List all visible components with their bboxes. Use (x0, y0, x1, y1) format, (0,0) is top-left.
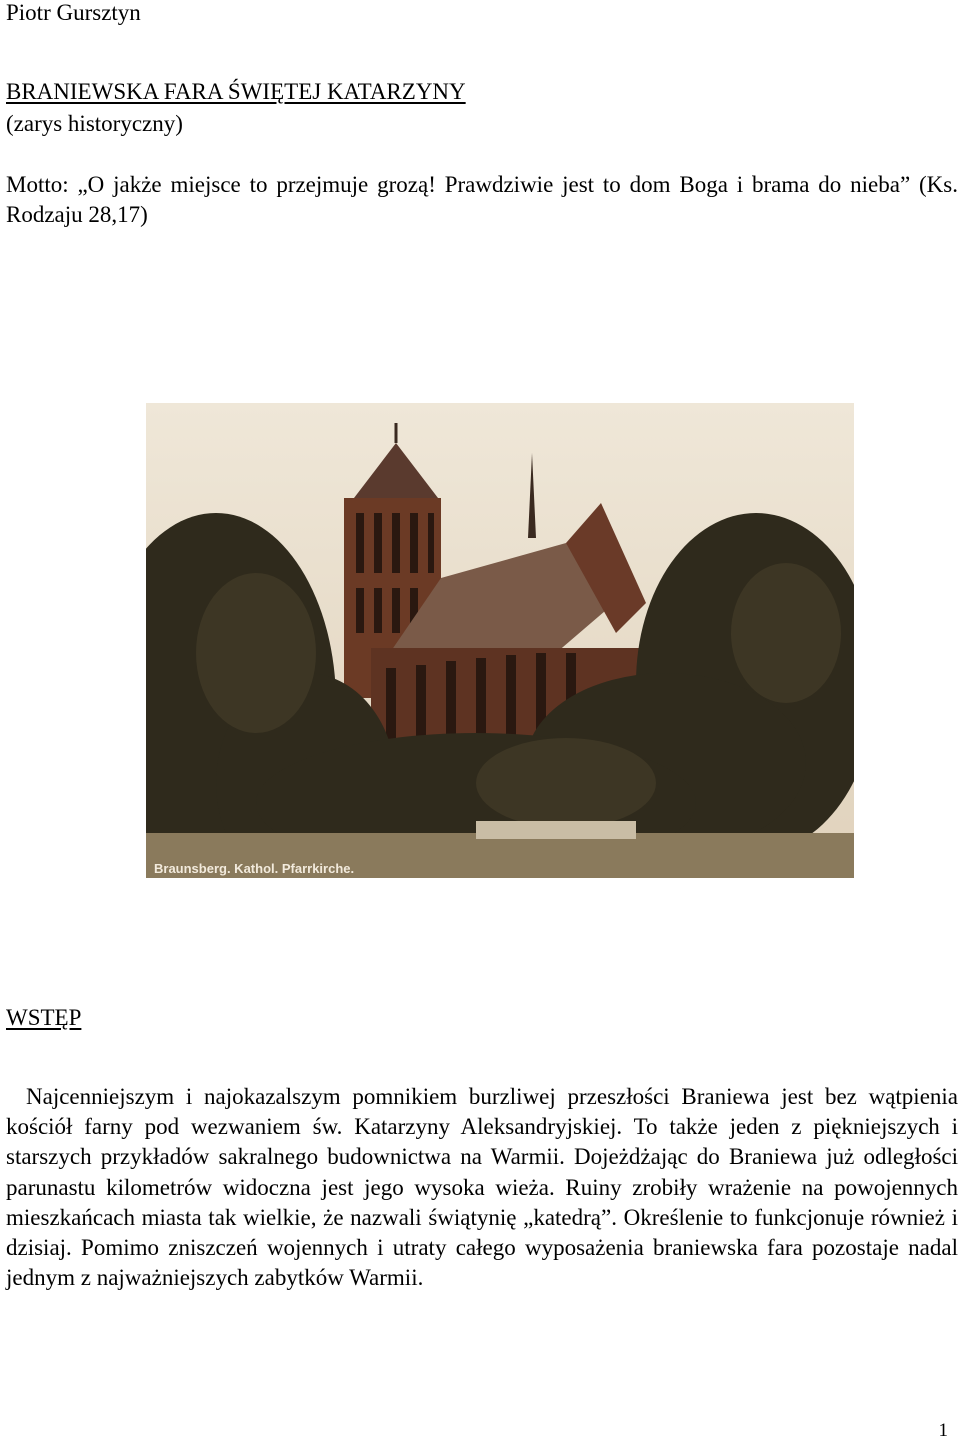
document-subtitle: (zarys historyczny) (6, 111, 183, 136)
intro-paragraph: Najcenniejszym i najokazalszym pomnikiem burzliwej przeszłości Braniewa jest bez wątpienia kościół farny pod wezwaniem św. Katarzyny Aleksandryjskiej. To także jeden z piękniejszych i starszych przykładów sakralnego budownictwa na Warmii. Dojeżdżając do Braniewa już odległości parunastu kilometrów widoczna jest jego wysoka wieża. Ruiny zrobiły wrażenie na powojennych mieszkańcach miasta tak wielkie, że nazwali świątynię „katedrą”. Określenie to funkcjonuje również i dzisiaj. Pomimo zniszczeń wojennych i utraty całego wyposażenia braniewska fara pozostaje nadal jednym z najważniejszych zabytków Warmii. (6, 1084, 958, 1291)
author-name: Piotr Gursztyn (6, 0, 141, 25)
section-heading: WSTĘP (6, 1005, 82, 1030)
church-photo (146, 403, 854, 878)
document-title: BRANIEWSKA FARA ŚWIĘTEJ KATARZYNY (6, 79, 466, 104)
motto-text: Motto: „O jakże miejsce to przejmuje grozą! Prawdziwie jest to dom Boga i brama do nieba” (Ks. Rodzaju 28,17) (6, 172, 958, 227)
photo-caption: Braunsberg. Kathol. Pfarrkirche. (154, 861, 355, 876)
page-number: 1 (938, 1420, 948, 1441)
church-illustration (146, 403, 854, 878)
fence (476, 821, 636, 839)
